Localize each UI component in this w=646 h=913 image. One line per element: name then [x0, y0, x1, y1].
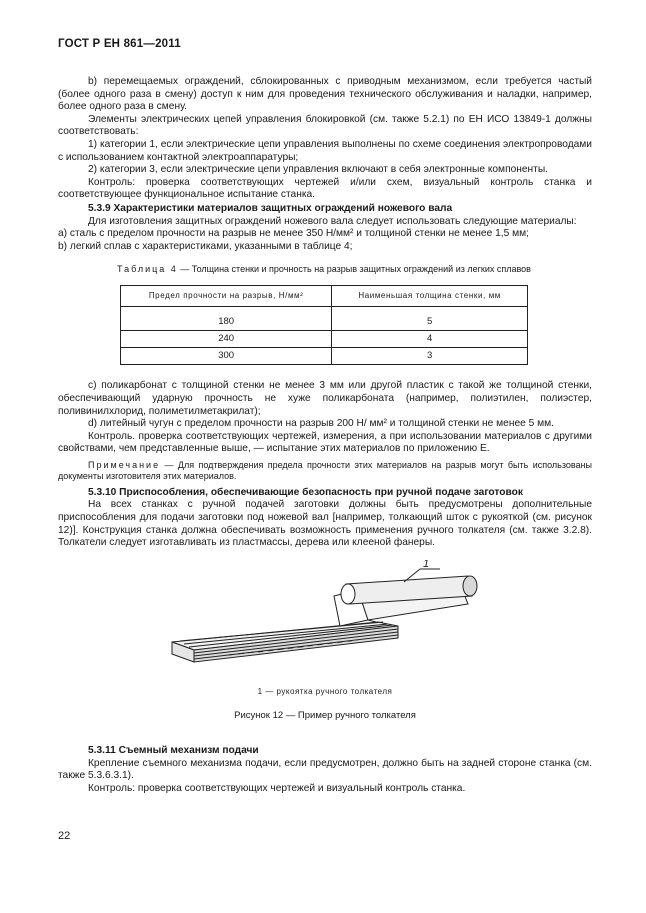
table-cell-strength: 180 — [121, 307, 332, 331]
push-stick-illustration — [168, 560, 488, 678]
table-cell-thickness: 4 — [332, 331, 528, 348]
table-cell-thickness: 5 — [332, 307, 528, 331]
paragraph: На всех станках с ручной подачей заготовки должны быть предусмотрены дополнительные приспособления для подачи заготовки под ножевой вал [например, толкающий шток с рукояткой (см. рисунок 12)]. Конструкция станка должна обеспечивать возможность применения ручного толкателя (см. также 3.2.8). Толкатели следует изготавливать из пластмассы, дерева или клееной фанеры. — [58, 499, 592, 549]
figure-legend: 1 — рукоятка ручного толкателя — [257, 686, 393, 696]
table-row — [121, 348, 528, 365]
note — [58, 460, 592, 483]
table-header-row — [121, 286, 528, 307]
table-cell-strength: 300 — [121, 348, 332, 365]
section-heading-5310: 5.3.10 Приспособления, обеспечивающие безопасность при ручной подаче заготовок — [88, 486, 523, 498]
list-item-b: b) легкий сплав с характеристиками, указанными в таблице 4; — [58, 240, 353, 252]
paragraph: Крепление съемного механизма подачи, если предусмотрен, должно быть на задней стороне станка (см. также 5.3.6.3.1). — [58, 757, 592, 782]
list-item-c: с) поликарбонат с толщиной стенки не менее 3 мм или другой пластик с такой же толщиной стенки, обеспечивающий ударную прочность не хуже поликарбоната (например, полиэтилен, полиэстер, поливинилхлорид, полиметилметакрилат); — [58, 380, 592, 417]
section-heading-5311: 5.3.11 Съемный механизм подачи — [88, 745, 259, 757]
table-header-strength: Предел прочности на разрыв, Н/мм² — [121, 286, 332, 307]
figure-caption: Рисунок 12 — Пример ручного толкателя — [234, 710, 416, 722]
table-row — [121, 307, 528, 331]
callout-number: 1 — [423, 559, 430, 570]
table-caption-text: — Толщина стенки и прочность на разрыв защитных ограждений из легких сплавов — [177, 264, 531, 275]
paragraph: Контроль. проверка соответствующих чертежей, измерения, а при использовании материалов с другими свойствами, чем представленные выше, — испытание этих материалов по приложению Е. — [58, 430, 592, 455]
paragraph: Контроль: проверка соответствующих чертежей и/или схем, визуальный контроль станка и соответствующее функциональное испытание станка. — [58, 176, 592, 201]
table-cell-thickness: 3 — [332, 348, 528, 365]
table-header-thickness: Наименьшая толщина стенки, мм — [332, 286, 528, 307]
table-caption-label: Таблица 4 — [117, 264, 178, 275]
page-number: 22 — [58, 830, 71, 842]
paragraph: b) перемещаемых ограждений, сблокированных с приводным механизмом, если требуется частый (более одного раза в смену) доступ к ним для проведения технического обслуживания и наладки, например, более одного раза в смену. — [58, 76, 592, 113]
figure-12 — [58, 560, 592, 678]
paragraph: 2) категории 3, если электрические цепи управления включают в себя электронные компоненты. — [88, 164, 548, 176]
paragraph: 1) категории 1, если электрические цепи управления выполнены по схеме соединения электропроводами с использованием контактной электроаппаратуры; — [58, 138, 592, 163]
section-heading-539: 5.3.9 Характеристики материалов защитных ограждений ножевого вала — [88, 202, 453, 214]
list-item-a: а) сталь с пределом прочности на разрыв не менее 350 Н/мм² и толщиной стенки не менее 1,5 мм; — [58, 228, 529, 240]
table-row — [121, 331, 528, 348]
table-cell-strength: 240 — [121, 331, 332, 348]
paragraph: Элементы электрических цепей управления блокировкой (см. также 5.2.1) по ЕН ИСО 13849-1 должны соответствовать: — [58, 113, 592, 138]
paragraph: Для изготовления защитных ограждений ножевого вала следует использовать следующие материалы: — [88, 215, 577, 227]
page-header: ГОСТ Р ЕН 861—2011 — [58, 38, 181, 50]
table-caption — [117, 264, 537, 275]
page-body — [58, 76, 592, 795]
paragraph: Контроль: проверка соответствующих чертежей и визуальный контроль станка. — [88, 782, 466, 794]
list-item-d: d) литейный чугун с пределом прочности на разрыв 200 Н/ мм² и толщиной стенки не менее 5 мм. — [88, 418, 554, 430]
workpiece-board — [172, 622, 398, 662]
note-text: — Для подтверждения предела прочности этих материалов на разрыв могут быть использованы документы изготовителя этих материалов. — [58, 459, 592, 482]
table-4 — [120, 285, 528, 365]
note-label: Примечание — [88, 459, 161, 470]
